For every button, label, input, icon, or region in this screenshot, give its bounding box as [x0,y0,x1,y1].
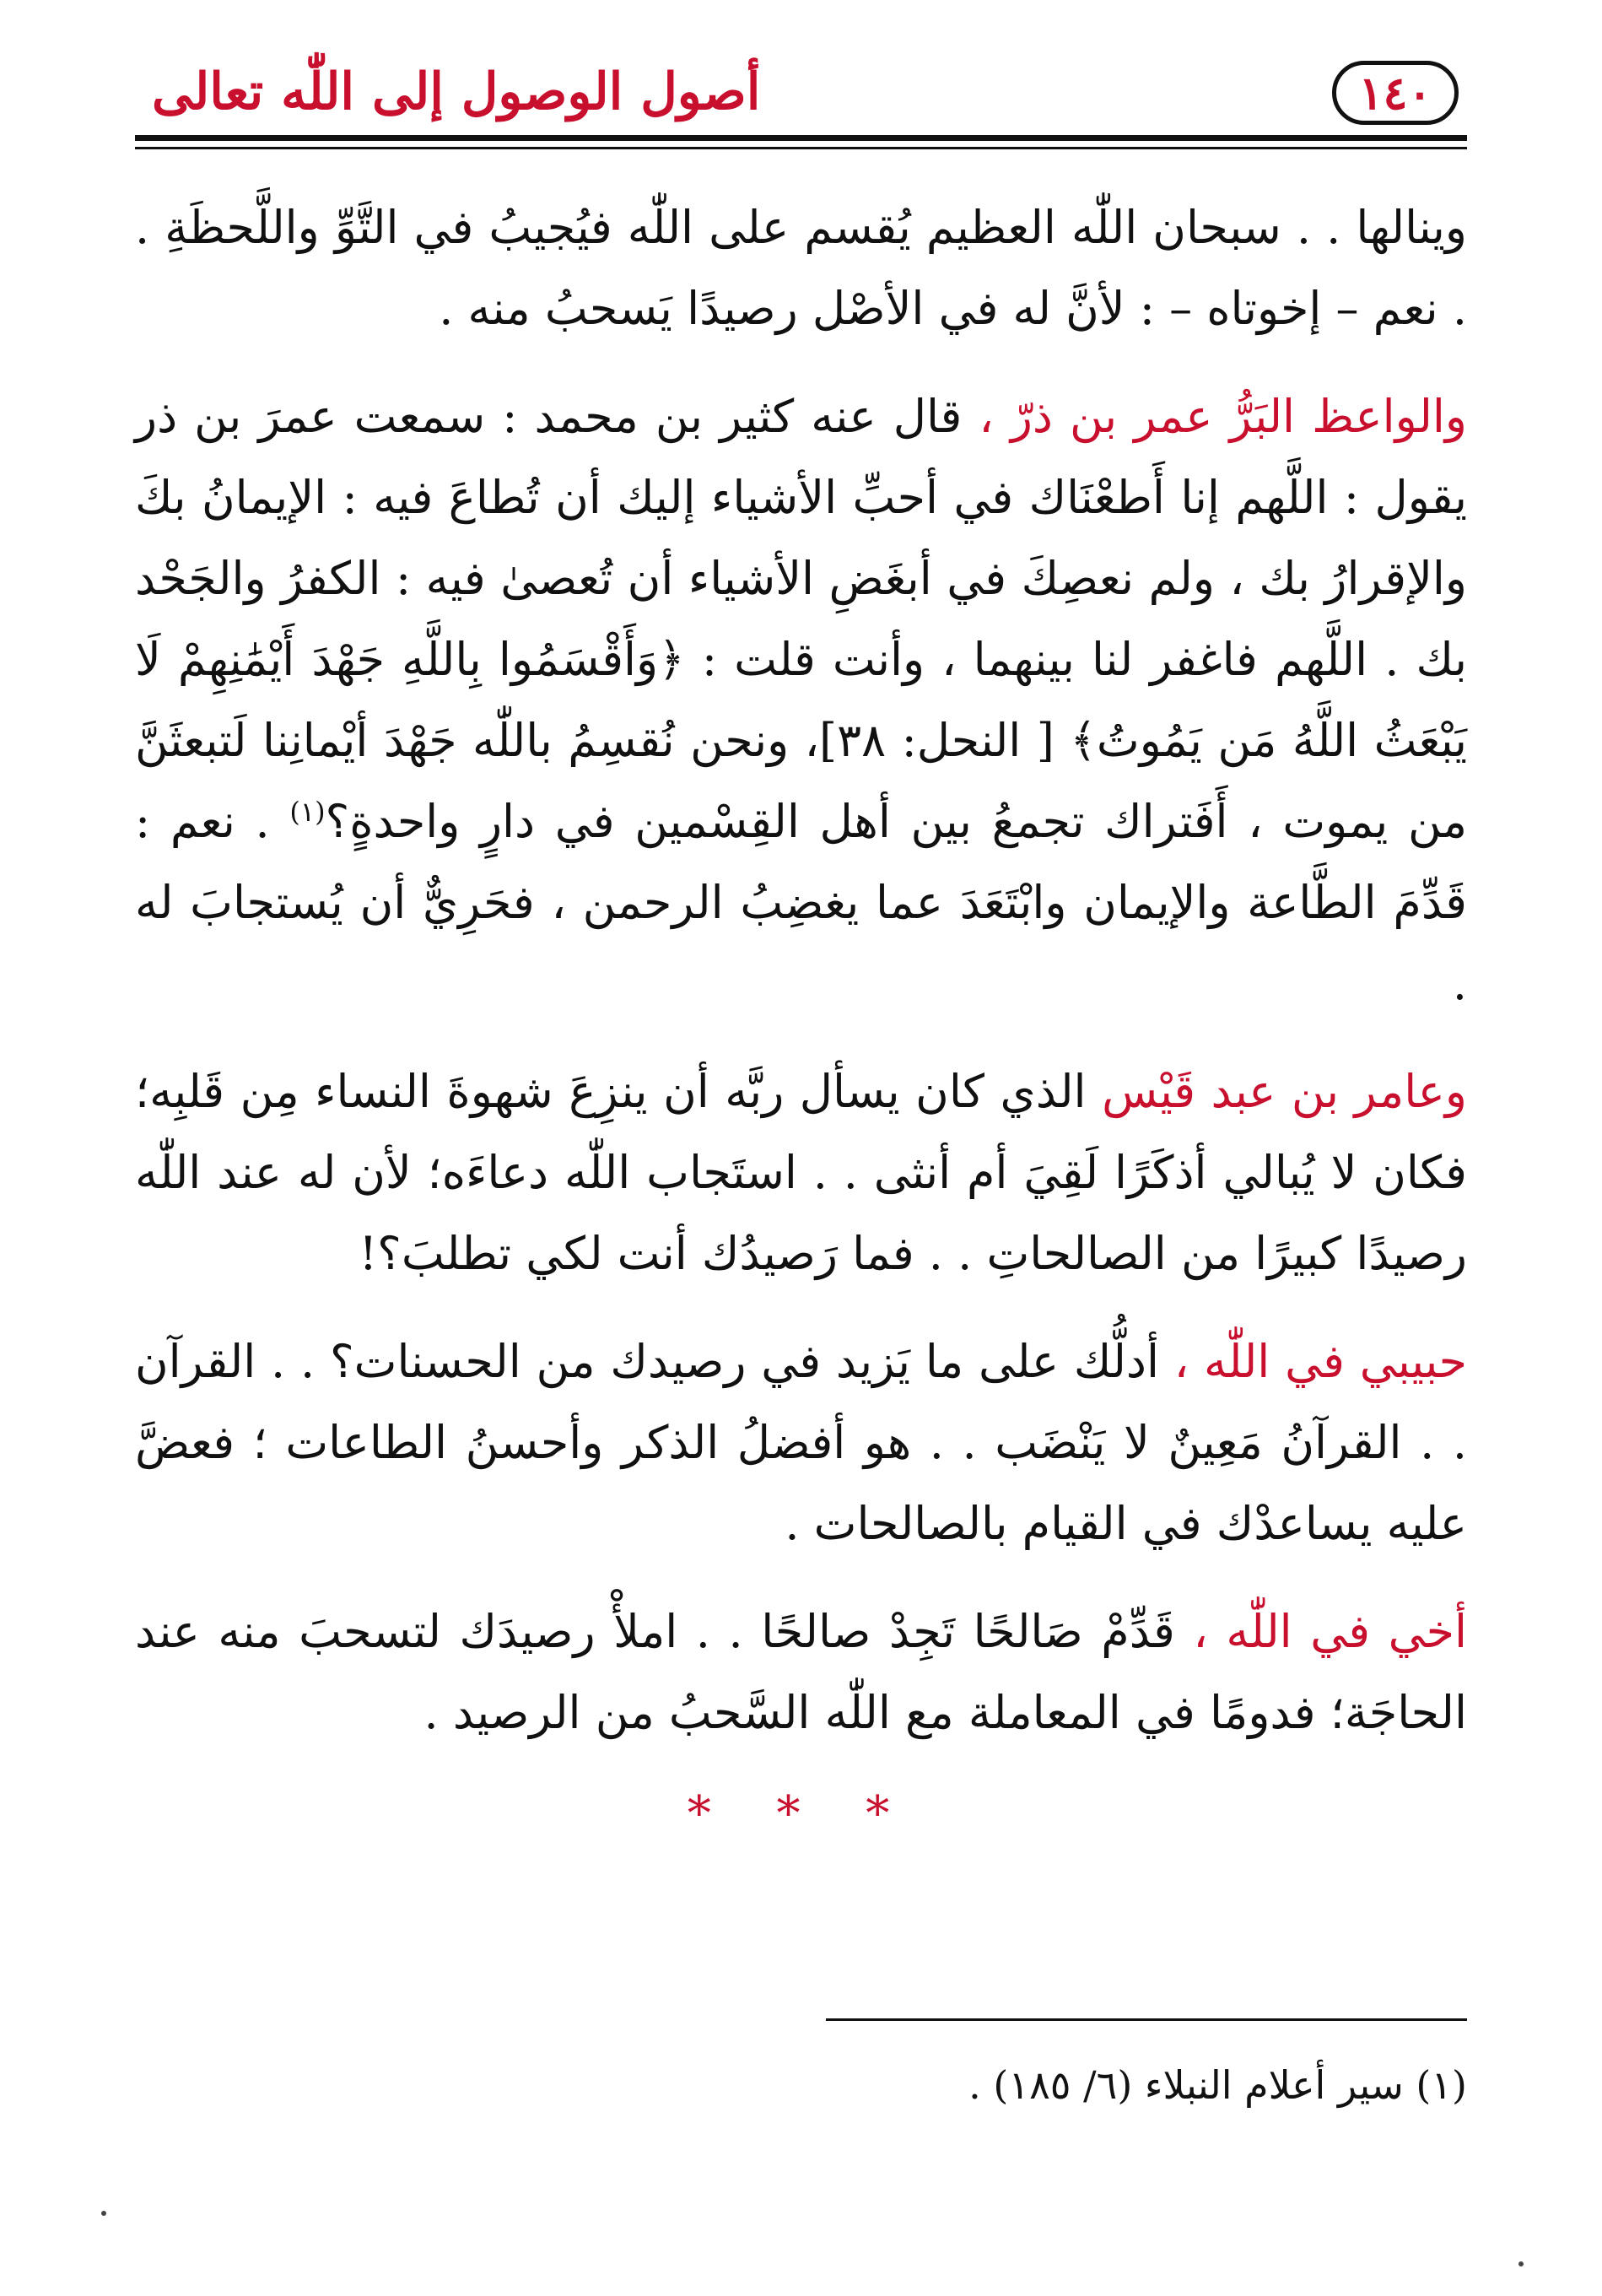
footnote-rule [826,2018,1467,2021]
footnote: (١) سير أعلام النبلاء (٦/ ١٨٥) . [968,2062,1467,2108]
header-rule-thin [135,147,1467,149]
highlight-phrase: والواعظ البَرُّ عمر بن ذرّ ، [962,390,1467,443]
highlight-phrase: وعامر بن عبد قَيْس [1086,1065,1467,1118]
text-run: وينالها . . سبحان اللّٰه العظيم يُقسم على اللّٰه فيُجيبُ في التَّوِّ واللَّحظَةِ . . نعم – إخوتاه – : لأنَّ له في الأصْل رصيدًا يَسحبُ منه . [135,201,1467,335]
main-text [135,187,1467,1848]
paragraph [135,1591,1467,1753]
highlight-phrase: حبيبي في اللّٰه ، [1158,1335,1467,1388]
text-run: قَدِّمْ صَالحًا تَجِدْ صالحًا . . املأْ رصيدَك لتسحبَ منه عند الحاجَة؛ فدومًا في المعاملة مع اللّٰه السَّحبُ من الرصيد . [135,1605,1467,1739]
section-separator: * * * [687,1786,915,1841]
page-header [135,57,1467,142]
paragraph [135,187,1467,349]
text-run: الذي كان يسأل ربَّه أن ينزِعَ شهوةَ النساء مِن قَلبِه؛ فكان لا يُبالي أذكَرًا لَقِيَ أم أنثى . . استَجاب اللّٰه دعاءَه؛ لأن له عند اللّٰه رصيدًا كبيرًا من الصالحاتِ . . فما رَصيدُك أنت لكي تطلبَ؟! [135,1065,1467,1280]
scan-speck [1518,2261,1524,2266]
header-rule-thick [135,135,1467,141]
paragraph [135,1051,1467,1294]
text-run: قال عنه كثير بن محمد : سمعت عمرَ بن ذر يقول : اللَّهم إنا أَطعْنَاك في أحبِّ الأشياء إليك أن تُطاعَ فيه : الإيمانُ بكَ والإقرارُ بك ، ولم نعصِكَ في أبغَضِ الأشياء أن تُعصىٰ فيه : الكفرُ والجَحْد بك . اللَّهم فاغفر لنا بينهما ، وأنت قلت : ﴿وَأَقْسَمُوا بِاللَّهِ جَهْدَ أَيْمَٰنِهِمْ لَا يَبْعَثُ اللَّهُ مَن يَمُوتُ﴾ [ النحل: ٣٨]، ونحن نُقسِمُ باللّٰه جَهْدَ أيْمانِنا لَتبعثَنَّ من يموت ، أَفَتراك تجمعُ بين أهل القِسْمين في دارٍ واحدةٍ؟ [135,390,1468,848]
footnote-ref: (١) [289,796,326,828]
scan-speck [101,2211,106,2216]
paragraph [135,376,1467,1024]
page-number-badge: ١٤٠ [1332,61,1459,125]
text-run: أدلُّك على ما يَزيد في رصيدك من الحسنات؟ . . القرآن . . القرآنُ مَعِينٌ لا يَنْضَب . . هو أفضلُ الذكر وأحسنُ الطاعات ؛ فعضَّ عليه يساعدْك في القيام بالصالحات . [135,1335,1467,1550]
highlight-phrase: أخي في اللّٰه ، [1174,1605,1467,1658]
paragraph [135,1321,1467,1564]
running-title: أصول الوصول إلى اللّٰه تعالى [152,62,761,122]
text-run: . نعم : قَدِّمَ الطَّاعة والإيمان وابْتَعَدَ عما يغضِبُ الرحمن ، فحَرِيٌّ أن يُستجابَ له . [135,795,1467,1010]
